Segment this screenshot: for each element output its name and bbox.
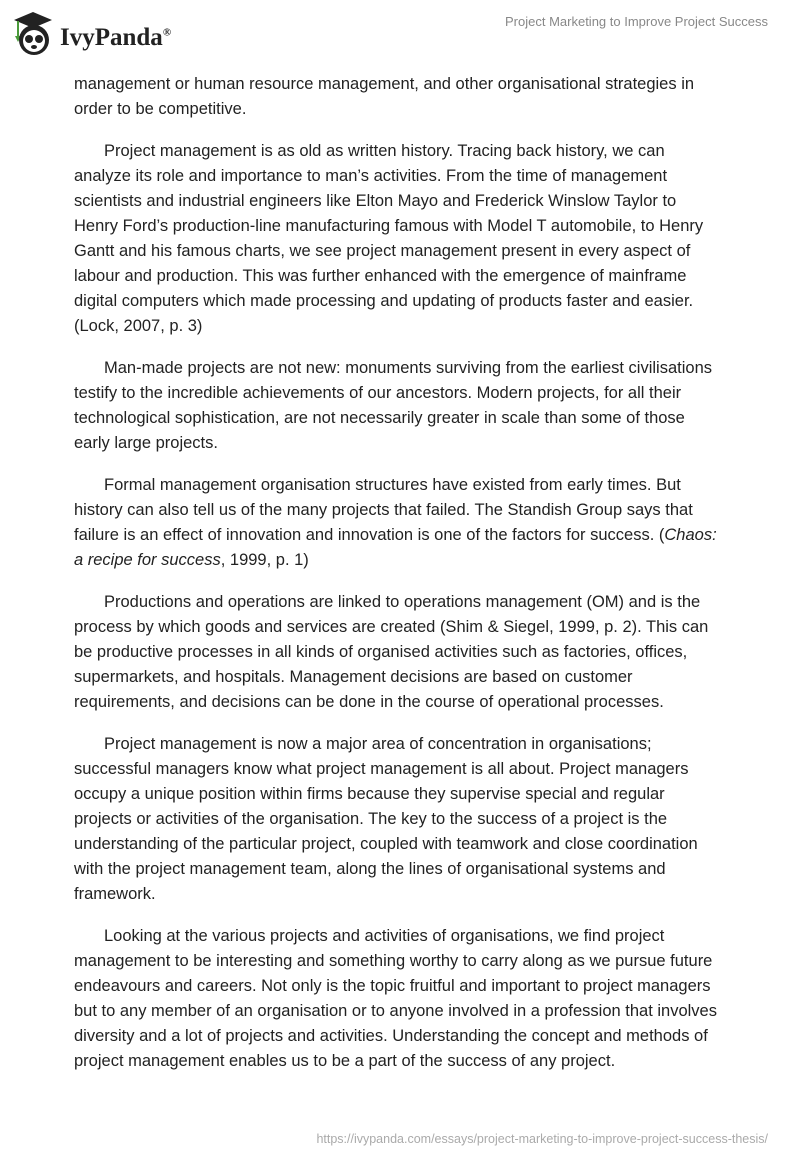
text-segment: requirements, and decisions can be done in the course of operational processes. xyxy=(74,693,664,711)
text-line xyxy=(74,665,744,690)
text-line xyxy=(74,949,744,974)
text-line xyxy=(74,924,744,949)
text-segment: be productive processes in all kinds of organised activities such as factories, offices, xyxy=(74,643,688,661)
text-segment: scientists and industrial engineers like Elton Mayo and Frederick Winslow Taylor to xyxy=(74,192,677,210)
text-segment: history can also tell us of the many projects that failed. The Standish Group says that xyxy=(74,501,693,519)
text-segment: occupy a unique position within firms because they supervise special and regular xyxy=(74,785,665,803)
paragraph xyxy=(74,139,744,339)
paragraph xyxy=(74,356,744,456)
text-line xyxy=(74,431,744,456)
document-title: Project Marketing to Improve Project Success xyxy=(505,14,768,29)
text-line xyxy=(74,974,744,999)
text-line xyxy=(74,1049,744,1074)
text-segment: Gantt and his famous charts, we see project management present in every aspect of xyxy=(74,242,691,260)
text-line xyxy=(74,832,744,857)
text-line xyxy=(74,189,744,214)
text-line xyxy=(74,523,744,548)
text-segment: supermarkets, and hospitals. Management decisions are based on customer xyxy=(74,668,633,686)
italic-title: a recipe for success xyxy=(74,551,221,569)
text-line xyxy=(74,381,744,406)
text-line xyxy=(74,214,744,239)
text-line xyxy=(74,999,744,1024)
text-line xyxy=(74,72,744,97)
panda-graduate-icon xyxy=(10,8,56,58)
text-segment: Man-made projects are not new: monuments surviving from the earliest civilisations xyxy=(104,359,713,377)
text-line xyxy=(74,732,744,757)
text-line xyxy=(74,239,744,264)
text-line xyxy=(74,757,744,782)
text-line xyxy=(74,356,744,381)
text-line xyxy=(74,164,744,189)
text-line xyxy=(74,590,744,615)
text-segment: Project management is as old as written history. Tracing back history, we can xyxy=(104,142,665,160)
essay-body xyxy=(74,72,744,1091)
text-segment: Henry Ford’s production-line manufacturing famous with Model T automobile, to Henry xyxy=(74,217,704,235)
text-line xyxy=(74,615,744,640)
registered-mark: ® xyxy=(162,26,172,39)
text-segment: order to be competitive. xyxy=(74,100,247,118)
italic-title: Chaos: xyxy=(664,526,717,544)
text-line xyxy=(74,289,744,314)
text-line xyxy=(74,690,744,715)
text-segment: successful managers know what project management is all about. Project managers xyxy=(74,760,689,778)
text-segment: projects or activities of the organisation. The key to the success of a project is the xyxy=(74,810,668,828)
text-line xyxy=(74,782,744,807)
text-segment: , 1999, p. 1) xyxy=(220,551,309,569)
text-segment: Looking at the various projects and activities of organisations, we find project xyxy=(104,927,665,945)
text-line xyxy=(74,97,744,122)
text-segment: analyze its role and importance to man’s activities. From the time of management xyxy=(74,167,668,185)
text-line xyxy=(74,857,744,882)
text-segment: framework. xyxy=(74,885,156,903)
text-line xyxy=(74,498,744,523)
text-segment: but to any member of an organisation or to anyone involved in a profession that involves xyxy=(74,1002,717,1020)
text-segment: understanding of the particular project, coupled with teamwork and close coordination xyxy=(74,835,698,853)
text-line xyxy=(74,548,744,573)
text-line xyxy=(74,139,744,164)
brand-text: IvyPanda xyxy=(60,24,163,51)
text-line xyxy=(74,807,744,832)
text-segment: Productions and operations are linked to operations management (OM) and is the xyxy=(104,593,701,611)
paragraph xyxy=(74,72,744,122)
text-line xyxy=(74,473,744,498)
text-segment: diversity and a lot of projects and activities. Understanding the concept and methods of xyxy=(74,1027,708,1045)
text-segment: endeavours and careers. Not only is the topic fruitful and important to project managers xyxy=(74,977,711,995)
text-segment: Formal management organisation structures have existed from early times. But xyxy=(104,476,681,494)
text-segment: failure is an effect of innovation and innovation is one of the factors for success. ( xyxy=(74,526,665,544)
text-line xyxy=(74,640,744,665)
text-segment: (Lock, 2007, p. 3) xyxy=(74,317,203,335)
text-line xyxy=(74,406,744,431)
text-line xyxy=(74,882,744,907)
text-segment: process by which goods and services are created (Shim & Siegel, 1999, p. 2). This can xyxy=(74,618,709,636)
ivypanda-logo[interactable] xyxy=(10,8,171,58)
text-line xyxy=(74,314,744,339)
paragraph xyxy=(74,924,744,1074)
text-line xyxy=(74,1024,744,1049)
text-segment: testify to the incredible achievements of our ancestors. Modern projects, for all their xyxy=(74,384,682,402)
text-segment: project management enables us to be a part of the success of any project. xyxy=(74,1052,616,1070)
text-line xyxy=(74,264,744,289)
text-segment: management to be interesting and something worthy to carry along as we pursue future xyxy=(74,952,713,970)
brand-name xyxy=(60,24,171,52)
text-segment: technological sophistication, are not necessarily greater in scale than some of those xyxy=(74,409,685,427)
paragraph xyxy=(74,473,744,573)
text-segment: labour and production. This was further enhanced with the emergence of mainframe xyxy=(74,267,687,285)
text-segment: with the project management team, along the lines of organisational systems and xyxy=(74,860,666,878)
text-segment: management or human resource management, and other organisational strategies in xyxy=(74,75,695,93)
paragraph xyxy=(74,590,744,715)
text-segment: digital computers which made processing and updating of products faster and easier. xyxy=(74,292,694,310)
source-url[interactable]: https://ivypanda.com/essays/project-marketing-to-improve-project-success-thesis/ xyxy=(316,1132,768,1146)
text-segment: Project management is now a major area of concentration in organisations; xyxy=(104,735,652,753)
paragraph xyxy=(74,732,744,907)
text-segment: early large projects. xyxy=(74,434,218,452)
